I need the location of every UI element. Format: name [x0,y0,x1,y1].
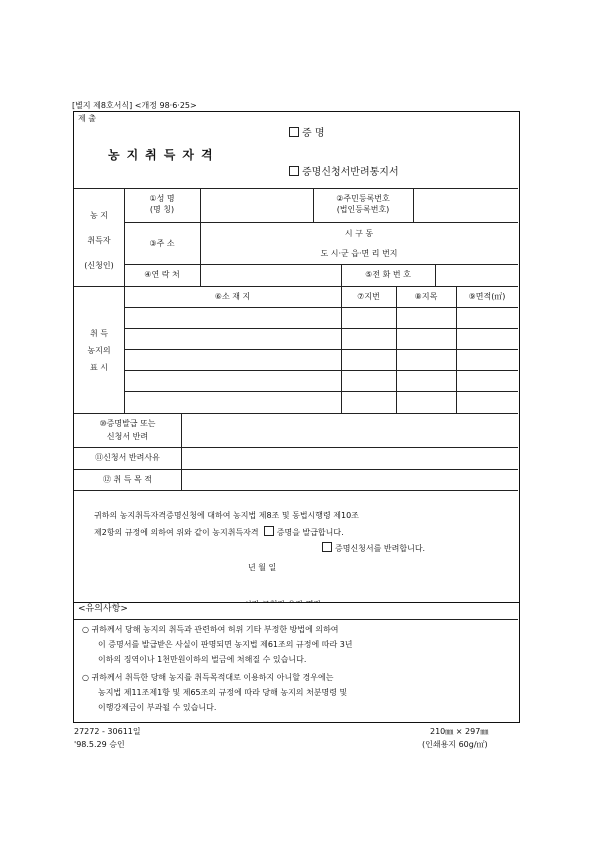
statement-date: 년 월 일 [248,563,277,572]
col-lot-number: ⑦지번 [357,292,380,301]
statement-line-3: 증명신청서를 반려합니다. [322,542,425,553]
applicant-label-2: 취득자 [87,236,111,245]
option-return-notice[interactable]: 증명신청서반려통지서 [289,166,399,179]
name-label: ①성 명 [149,194,175,203]
notice-title: <유의사항> [78,604,128,614]
regno-label: ②주민등록번호 [336,194,390,203]
statement-line-1: 귀하의 농지취득자격증명신청에 대하여 농지법 제8조 및 동법시행령 제10조 [94,511,359,520]
issue-return-field[interactable] [182,414,517,446]
contact-label: ④연 락 처 [144,270,180,279]
purpose-label: ⑫ 취 득 목 적 [102,475,153,484]
applicant-label-1: 농 지 [90,211,108,220]
notice-item2-line1: ○ 귀하께서 취득한 당해 농지를 취득목적대로 이용하지 아니할 경우에는 [82,673,334,682]
checkbox-icon [322,542,332,552]
return-reason-label: ⑪신청서 반려사유 [95,453,160,462]
land-label-1: 취 득 [90,329,108,338]
regno-field[interactable] [414,189,517,221]
contact-field[interactable] [201,265,340,285]
land-label-2: 농지의 [87,346,111,355]
name-label-sub: (명 칭) [149,205,175,214]
land-label-3: 표 시 [90,363,108,372]
notice-item1-line3: 이하의 징역이나 1천만원이하의 벌금에 처해질 수 있습니다. [98,655,307,664]
footer-paper: (인쇄용지 60g/㎡) [422,740,488,749]
issue-return-label-sub: 신청서 반려 [106,432,149,441]
footer-size: 210㎜ × 297㎜ [430,727,489,736]
address-line-2: 도 시·군 읍·면 리 번지 [320,249,398,258]
col-location: ⑥소 재 지 [214,292,251,301]
address-label: ③주 소 [149,239,175,248]
phone-field[interactable] [436,265,517,285]
submit-label: 제 출 [78,114,96,123]
purpose-field[interactable] [182,470,517,489]
phone-label: ⑤전 화 번 호 [365,270,411,279]
footer-approved: '98.5.29 승인 [74,740,125,749]
address-line-1: 시 구 동 [344,229,374,238]
col-area: ⑨면적(㎡) [468,292,506,301]
issue-return-label: ⑩증명발급 또는 [99,419,156,428]
applicant-label-3: (신청인) [84,261,114,270]
option-certificate[interactable]: 증 명 [289,127,325,140]
notice-item2-line3: 이행강제금이 부과될 수 있습니다. [98,703,217,712]
checkbox-icon [289,127,299,137]
checkbox-icon [289,166,299,176]
notice-item1-line2: 이 증명서를 발급받은 사실이 판명되면 농지법 제61조의 규정에 따라 3년 [98,640,353,649]
name-field[interactable] [201,189,312,221]
regno-label-sub: (법인등록번호) [336,205,390,214]
notice-item1-line1: ○ 귀하께서 당해 농지의 취득과 관련하여 허위 기타 부정한 방법에 의하여 [82,625,339,634]
checkbox-icon [264,526,274,536]
form-title: 농지취득자격 [108,148,220,162]
col-category: ⑧지목 [414,292,438,301]
statement-line-2: 제2항의 규정에 의하여 위와 같이 농지취득자격 증명을 발급합니다. [94,528,344,537]
footer-code: 27272 - 30611일 [74,727,141,736]
return-reason-field[interactable] [182,448,517,468]
notice-item2-line2: 농지법 제11조제1항 및 제65조의 규정에 따라 당해 농지의 처분명령 및 [98,688,348,697]
form-header: [별지 제8호서식] <개정 98·6·25> [72,101,197,110]
